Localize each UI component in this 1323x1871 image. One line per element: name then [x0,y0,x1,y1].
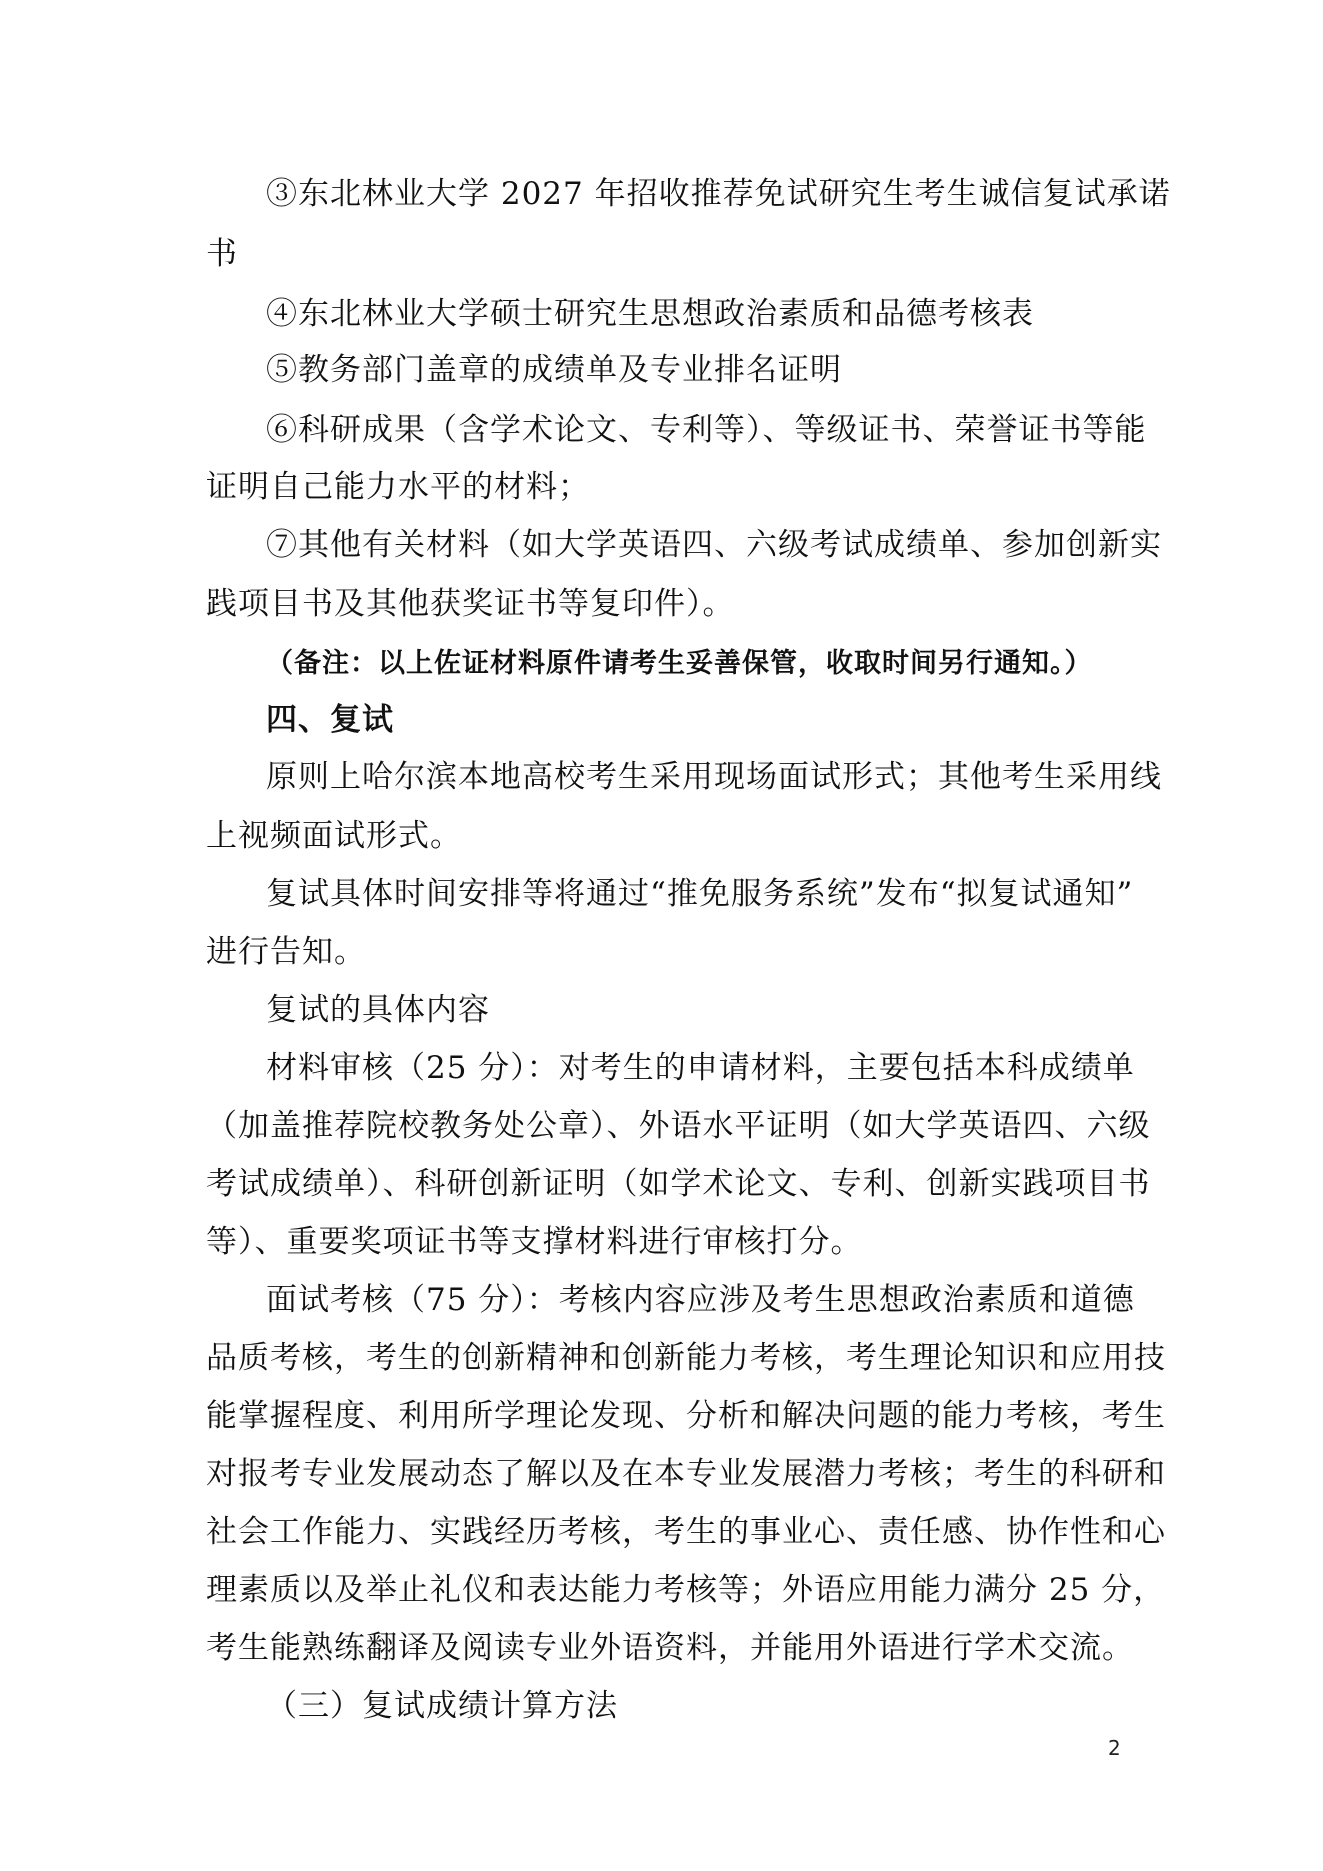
text-line: ④东北林业大学硕士研究生思想政治素质和品德考核表 [266,296,1034,332]
text-line: 品质考核，考生的创新精神和创新能力考核，考生理论知识和应用技 [206,1340,1166,1376]
text-line: 能掌握程度、利用所学理论发现、分析和解决问题的能力考核，考生 [206,1398,1166,1434]
text-line: ⑦其他有关材料（如大学英语四、六级考试成绩单、参加创新实 [266,527,1162,563]
text-line: 等）、重要奖项证书等支撑材料进行审核打分。 [206,1224,863,1260]
text-line: 理素质以及举止礼仪和表达能力考核等；外语应用能力满分 25 分， [206,1572,1166,1608]
text-line: 进行告知。 [206,934,366,970]
section-heading: 四、复试 [266,702,394,738]
text-line: 对报考专业发展动态了解以及在本专业发展潜力考核；考生的科研和 [206,1456,1166,1492]
text-line: 考试成绩单）、科研创新证明（如学术论文、专利、创新实践项目书 [206,1166,1151,1202]
text-line: 复试的具体内容 [266,992,490,1028]
remark-note: （备注：以上佐证材料原件请考生妥善保管，收取时间另行通知。） [266,648,1093,679]
text-line: 复试具体时间安排等将通过“推免服务系统”发布“拟复试通知” [266,876,1134,912]
text-line: ⑥科研成果（含学术论文、专利等）、等级证书、荣誉证书等能 [266,412,1147,448]
text-line: 考生能熟练翻译及阅读专业外语资料，并能用外语进行学术交流。 [206,1630,1134,1666]
text-line: 原则上哈尔滨本地高校考生采用现场面试形式；其他考生采用线 [266,759,1162,795]
page-number: 2 [1108,1736,1121,1760]
text-line: 面试考核（75 分）：考核内容应涉及考生思想政治素质和道德 [266,1282,1135,1318]
text-line: 书 [206,236,238,272]
text-line: （加盖推荐院校教务处公章）、外语水平证明（如大学英语四、六级 [206,1108,1151,1144]
text-line: 践项目书及其他获奖证书等复印件）。 [206,586,735,622]
text-line: ③东北林业大学 2027 年招收推荐免试研究生考生诚信复试承诺 [266,176,1171,212]
subsection-heading: （三）复试成绩计算方法 [266,1688,618,1724]
text-line: 材料审核（25 分）：对考生的申请材料，主要包括本科成绩单 [266,1050,1135,1086]
text-line: 证明自己能力水平的材料； [206,469,590,505]
text-line: 上视频面试形式。 [206,818,462,854]
text-line: 社会工作能力、实践经历考核，考生的事业心、责任感、协作性和心 [206,1514,1166,1550]
text-line: ⑤教务部门盖章的成绩单及专业排名证明 [266,352,842,388]
